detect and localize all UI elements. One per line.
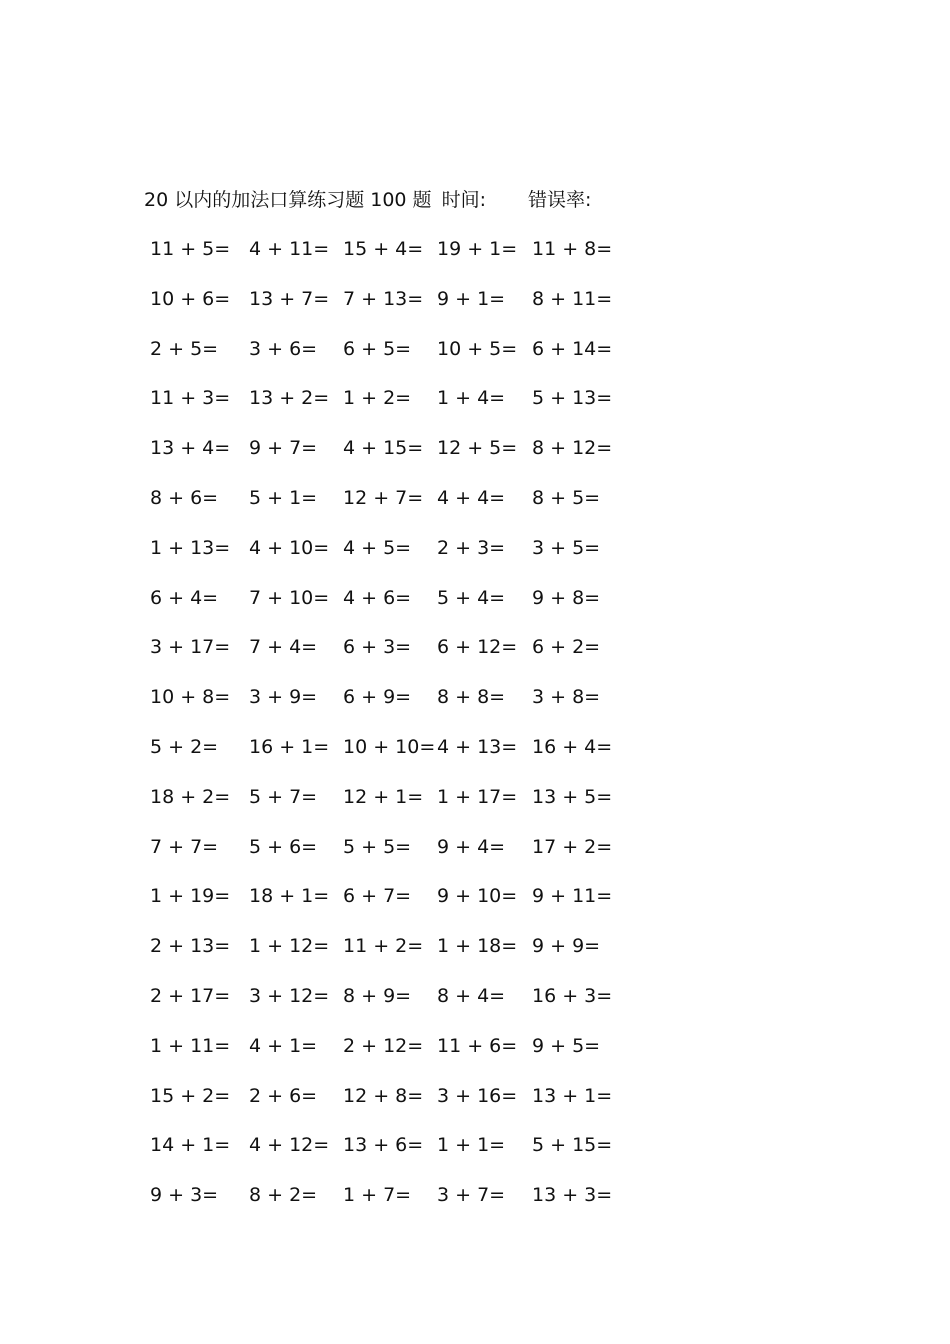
- problem-item: 4 + 5=: [343, 536, 412, 559]
- worksheet-title: 20 以内的加法口算练习题 100 题: [144, 189, 432, 211]
- problem-item: 8 + 11=: [532, 287, 613, 310]
- problem-item: 13 + 5=: [532, 785, 613, 808]
- problem-row: [0, 433, 950, 463]
- problem-item: 18 + 2=: [150, 785, 231, 808]
- problem-item: 2 + 17=: [150, 985, 231, 1007]
- problem-item: 7 + 4=: [249, 636, 318, 659]
- problem-item: 6 + 9=: [343, 686, 412, 709]
- problem-item: 9 + 1=: [437, 287, 506, 310]
- problem-item: 4 + 11=: [249, 238, 330, 260]
- problem-item: 9 + 5=: [532, 1034, 601, 1057]
- problem-item: 14 + 1=: [150, 1134, 231, 1157]
- problem-item: 4 + 6=: [343, 586, 412, 609]
- problem-item: 2 + 13=: [150, 935, 231, 958]
- problem-row: [0, 334, 950, 364]
- problem-row: [0, 682, 950, 712]
- problem-item: 13 + 1=: [532, 1084, 613, 1107]
- problem-item: 9 + 7=: [249, 437, 318, 460]
- problem-item: 4 + 1=: [249, 1034, 318, 1057]
- problem-item: 1 + 2=: [343, 387, 412, 410]
- problem-item: 6 + 14=: [532, 337, 613, 360]
- problem-item: 6 + 3=: [343, 636, 412, 659]
- problem-item: 9 + 8=: [532, 586, 601, 609]
- problem-item: 15 + 2=: [150, 1084, 231, 1107]
- problem-row: [0, 632, 950, 662]
- problem-item: 1 + 1=: [437, 1134, 506, 1157]
- problem-item: 1 + 13=: [150, 536, 231, 559]
- problem-item: 13 + 7=: [249, 287, 330, 310]
- problem-item: 4 + 15=: [343, 437, 424, 460]
- problem-row: [0, 284, 950, 314]
- problem-row: [0, 483, 950, 513]
- problem-item: 16 + 1=: [249, 736, 330, 758]
- problem-row: [0, 782, 950, 812]
- problem-item: 8 + 9=: [343, 985, 412, 1007]
- problem-item: 10 + 10=: [343, 736, 436, 758]
- problem-item: 19 + 1=: [437, 238, 518, 260]
- problem-item: 3 + 9=: [249, 686, 318, 709]
- problem-item: 12 + 5=: [437, 437, 518, 460]
- problem-item: 2 + 5=: [150, 337, 219, 360]
- problem-item: 16 + 3=: [532, 985, 613, 1007]
- problem-item: 11 + 2=: [343, 935, 424, 958]
- problem-item: 1 + 17=: [437, 785, 518, 808]
- problem-item: 3 + 5=: [532, 536, 601, 559]
- problem-item: 10 + 8=: [150, 686, 231, 709]
- problem-item: 8 + 8=: [437, 686, 506, 709]
- problem-item: 4 + 12=: [249, 1134, 330, 1157]
- problem-item: 13 + 4=: [150, 437, 231, 460]
- problem-item: 2 + 6=: [249, 1084, 318, 1107]
- problem-item: 8 + 12=: [532, 437, 613, 460]
- problem-item: 6 + 5=: [343, 337, 412, 360]
- problem-item: 5 + 15=: [532, 1134, 613, 1157]
- problem-item: 13 + 6=: [343, 1134, 424, 1157]
- problem-item: 8 + 2=: [249, 1184, 318, 1207]
- problem-item: 9 + 9=: [532, 935, 601, 958]
- problem-row: [0, 1081, 950, 1111]
- problem-row: [0, 383, 950, 413]
- problem-item: 3 + 12=: [249, 985, 330, 1007]
- problem-item: 4 + 13=: [437, 736, 518, 758]
- problem-item: 1 + 12=: [249, 935, 330, 958]
- problem-item: 12 + 8=: [343, 1084, 424, 1107]
- problem-row: [0, 1180, 950, 1210]
- problem-item: 13 + 3=: [532, 1184, 613, 1207]
- problem-item: 3 + 8=: [532, 686, 601, 709]
- problem-row: [0, 533, 950, 563]
- problem-item: 5 + 5=: [343, 835, 412, 858]
- problem-row: [0, 931, 950, 961]
- problem-row: [0, 1031, 950, 1061]
- time-label: 时间:: [441, 189, 486, 211]
- problem-row: [0, 981, 950, 1011]
- problem-item: 17 + 2=: [532, 835, 613, 858]
- problem-item: 3 + 17=: [150, 636, 231, 659]
- problem-item: 15 + 4=: [343, 238, 424, 260]
- problem-item: 9 + 11=: [532, 885, 613, 908]
- problem-item: 7 + 13=: [343, 287, 424, 310]
- problem-row: [0, 583, 950, 613]
- problem-item: 3 + 6=: [249, 337, 318, 360]
- problem-item: 3 + 7=: [437, 1184, 506, 1207]
- problem-item: 1 + 11=: [150, 1034, 231, 1057]
- problem-item: 2 + 3=: [437, 536, 506, 559]
- problem-item: 8 + 4=: [437, 985, 506, 1007]
- problem-item: 5 + 13=: [532, 387, 613, 410]
- problem-item: 3 + 16=: [437, 1084, 518, 1107]
- problem-item: 9 + 4=: [437, 835, 506, 858]
- problem-item: 1 + 4=: [437, 387, 506, 410]
- problem-row: [0, 234, 950, 264]
- problem-row: [0, 732, 950, 762]
- problem-item: 5 + 6=: [249, 835, 318, 858]
- problem-item: 5 + 7=: [249, 785, 318, 808]
- problem-item: 5 + 1=: [249, 487, 318, 509]
- problem-item: 13 + 2=: [249, 387, 330, 410]
- problem-item: 11 + 8=: [532, 238, 613, 260]
- problem-item: 6 + 7=: [343, 885, 412, 908]
- problem-item: 12 + 1=: [343, 785, 424, 808]
- problem-item: 10 + 6=: [150, 287, 231, 310]
- problem-item: 9 + 10=: [437, 885, 518, 908]
- problem-row: [0, 881, 950, 911]
- problem-item: 2 + 12=: [343, 1034, 424, 1057]
- problem-item: 16 + 4=: [532, 736, 613, 758]
- problem-item: 8 + 5=: [532, 487, 601, 509]
- problem-item: 6 + 12=: [437, 636, 518, 659]
- problem-item: 4 + 10=: [249, 536, 330, 559]
- problem-item: 10 + 5=: [437, 337, 518, 360]
- problem-item: 7 + 10=: [249, 586, 330, 609]
- problem-item: 5 + 4=: [437, 586, 506, 609]
- problem-item: 7 + 7=: [150, 835, 219, 858]
- worksheet-header: [144, 186, 591, 214]
- problem-item: 9 + 3=: [150, 1184, 219, 1207]
- problem-item: 1 + 7=: [343, 1184, 412, 1207]
- problem-item: 8 + 6=: [150, 487, 219, 509]
- problem-item: 12 + 7=: [343, 487, 424, 509]
- problem-item: 11 + 3=: [150, 387, 231, 410]
- problem-row: [0, 1130, 950, 1160]
- problem-item: 18 + 1=: [249, 885, 330, 908]
- problem-row: [0, 832, 950, 862]
- problem-item: 11 + 5=: [150, 238, 231, 260]
- problem-item: 1 + 18=: [437, 935, 518, 958]
- problem-item: 6 + 4=: [150, 586, 219, 609]
- problem-item: 1 + 19=: [150, 885, 231, 908]
- problem-item: 6 + 2=: [532, 636, 601, 659]
- problem-item: 5 + 2=: [150, 736, 219, 758]
- problem-item: 4 + 4=: [437, 487, 506, 509]
- problem-item: 11 + 6=: [437, 1034, 518, 1057]
- error-rate-label: 错误率:: [527, 189, 592, 211]
